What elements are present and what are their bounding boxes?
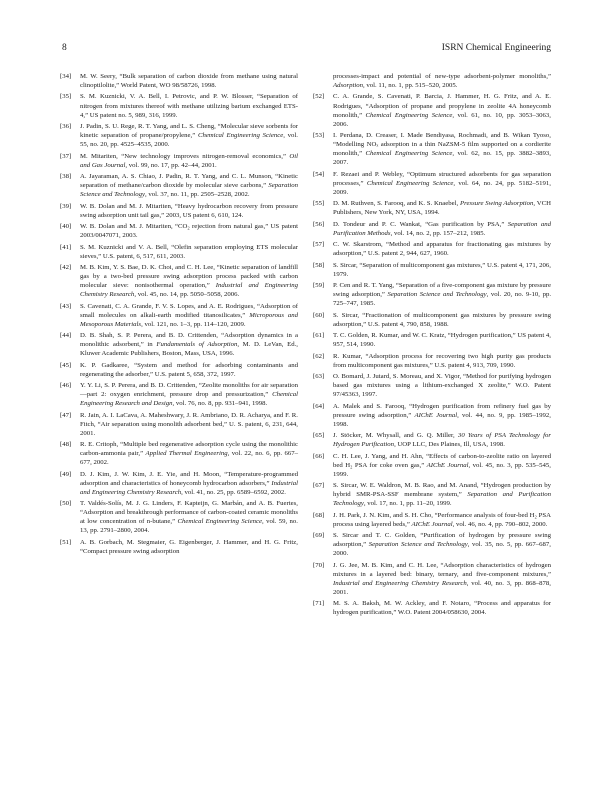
reference-text: D. Tondeur and P. C. Wankat, “Gas purification by PSA,” [333,220,508,228]
reference-number: [63] [313,373,325,381]
reference-text: C. A. Grande, S. Cavenati, P. Barcia, J. Hammer, H. G. Fritz, and A. E. Rodrigues, “Adsorption of propane and propylene in zeolite 4A honeycomb monolith,” [333,93,551,119]
reference-text: , vol. 14, no. 2, pp. 157–212, 1985. [390,229,486,237]
reference-text: , vol. 61, no. 10, pp. 3053–3063, 2006. [333,111,551,128]
reference-text: D. M. Ruthven, S. Farooq, and K. S. Knaebel, [333,200,460,208]
reference-text: , VCH Publishers, New York, NY, USA, 1994. [333,200,551,217]
reference-text: J. G. Jee, M. B. Kim, and C. H. Lee, “Adsorption characteristics of hydrogen mixtures in a layered bed: binary, ternary, and five-component mixtures,” [333,561,551,578]
page-number: 8 [62,43,67,53]
reference-entry [313,561,551,597]
reference-text: , vol. 20, no. 9-10, pp. 725–747, 1985. [333,291,552,308]
reference-text: , UOP LLC, Des Plaines, Ill, USA, 1998. [394,441,505,449]
reference-entry [313,511,551,529]
reference-entry [313,352,551,370]
reference-venue: Oil and Gas Journal [80,152,298,169]
reference-text: , vol. 121, no. 1–3, pp. 114–120, 2009. [141,320,246,328]
reference-text: , vol. 44, no. 9, pp. 1985–1992, 1998. [333,411,551,428]
reference-number: [37] [60,152,72,160]
reference-entry [60,331,298,358]
reference-number: [38] [60,173,72,181]
reference-entry [313,170,551,197]
reference-text: , vol. 59, no. 13, pp. 2791–2800, 2004. [80,518,298,535]
reference-entry [60,243,298,261]
reference-number: [40] [60,223,72,231]
reference-text: F. Rezaei and P. Webley, “Optimum structured adsorbents for gas separation processes,” [333,170,551,187]
reference-text: R. E. Critoph, “Multiple bed regenerative adsorption cycle using the monolithic carbon-ammonia pair,” [80,441,298,458]
reference-text: , vol. 45, no. 3, pp. 535–545, 1999. [333,461,551,478]
reference-venue: Chemical Engineering Science [177,518,263,526]
reference-text: I. Perdana, D. Creaser, I. Made Bendiyasa, Rochmadi, and B. Wikan Tyoso, “Modelling NOₓ adsorption in a thin NaZSM-5 film supported on a cordierite monolith,” [333,132,551,158]
reference-venue: Adsorption [333,82,364,90]
reference-venue: Fundamentals of Adsorption [156,341,238,349]
reference-text: , vol. 64, no. 24, pp. 5182–5191, 2009. [333,179,551,196]
reference-text: W. B. Dolan and M. J. Mitariten, “CO₂ rejection from natural gas,” US patent 2003/0047071, 2003. [80,223,298,240]
reference-number: [36] [60,123,72,131]
reference-number: [71] [313,600,325,608]
reference-venue: Separation and Purification Methods [333,220,551,237]
reference-number: [50] [60,500,72,508]
reference-venue: Chemical Engineering Research and Design [80,391,298,408]
reference-entry [313,261,551,279]
reference-number: [35] [60,93,72,101]
reference-entry [313,481,551,508]
reference-text: C. W. Skarstrom, “Method and apparatus for fractionating gas mixtures by adsorption,” U.S. patent 2, 944, 627, 1960. [333,241,551,258]
reference-text: P. Cen and R. T. Yang, “Separation of a five-component gas mixture by pressure swing adsorption,” [333,282,551,299]
reference-entry [60,381,298,408]
running-header-journal: ISRN Chemical Engineering [441,43,551,53]
reference-text: , vol. 45, no. 14, pp. 5050–5058, 2006. [134,291,240,299]
reference-number: [65] [313,432,325,440]
reference-entry [60,499,298,535]
reference-text: processes-impact and potential of new-type adsorbent-polymer monoliths,” [333,73,551,80]
reference-number: [51] [60,538,72,546]
reference-text: , vol. 17, no. 1, pp. 11–20, 1999. [363,500,452,508]
reference-entry [313,199,551,217]
reference-text: K. P. Gadkaree, “System and method for adsorbing contaminants and regenerating the adsorber,” U.S. patent 5, 658, 372, 1997. [80,361,298,378]
reference-number: [43] [60,302,72,310]
reference-text: S. Cavenati, C. A. Grande, F. V. S. Lopes, and A. E. Rodrigues, “Adsorption of small molecules on alkali-earth modified titanosilicates,” [80,302,298,319]
reference-number: [66] [313,452,325,460]
reference-number: [64] [313,402,325,410]
reference-text: , vol. 35, no. 5, pp. 667–687, 2000. [333,541,551,558]
reference-entry [60,538,298,556]
reference-text: S. Sircar, W. E. Waldron, M. B. Rao, and M. Anand, “Hydrogen production by hybrid SMR-PSA-SSF membrane system,” [333,482,551,499]
reference-entry [60,122,298,149]
reference-number: [48] [60,441,72,449]
reference-entry [313,599,551,617]
reference-venue: Separation Science and Technology [387,291,487,299]
reference-venue: AIChE Journal [426,461,469,469]
reference-text: Y. Y. Li, S. P. Perera, and B. D. Crittenden, “Zeolite monoliths for air separation—part 2: oxygen enrichment, pressure drop and pressurization,” [80,382,298,399]
reference-entry [60,172,298,199]
reference-entry [313,131,551,167]
reference-entry [313,311,551,329]
reference-number: [58] [313,261,325,269]
reference-entry [60,152,298,170]
reference-venue: AIChE Journal [411,520,453,528]
reference-entry [60,440,298,467]
reference-venue: Industrial and Engineering Chemistry Research [80,479,298,496]
reference-text: M. B. Kim, Y. S. Bae, D. K. Choi, and C. H. Lee, “Kinetic separation of landfill gas by a two-bed pressure swing adsorption process packed with carbon molecular sieve: nonisothermal operation,” [80,264,298,290]
reference-venue: Industrial and Engineering Chemistry Research [333,579,467,587]
reference-number: [44] [60,332,72,340]
reference-number: [67] [313,482,325,490]
reference-venue: Chemical Engineering Science [366,179,454,187]
reference-text: T. C. Golden, R. Kumar, and W. C. Kratz, “Hydrogen purification,” US patent 4, 957, 514, 1990. [333,332,551,349]
reference-venue: Industrial and Engineering Chemistry Research [80,282,299,299]
reference-text: A. B. Gorbach, M. Stegmaier, G. Eigenberger, J. Hammer, and H. G. Fritz, “Compact pressure swing adsorption [80,538,298,555]
reference-text: S. Sircar, “Separation of multicomponent gas mixtures,” U.S. patent 4, 171, 206, 1979. [333,261,551,278]
reference-entry [60,302,298,329]
reference-number: [45] [60,361,72,369]
reference-venue: 30 Years of PSA Technology for Hydrogen Purification [333,432,551,449]
reference-entry [60,411,298,438]
reference-venue: Separation Science and Technology [80,182,298,199]
reference-text: R. Kumar, “Adsorption process for recovering two high purity gas products from multicomponent gas mixtures,” U.S. patent 4, 913, 709, 1990. [333,352,551,369]
reference-text: , vol. 99, no. 17, pp. 42–44, 2001. [125,161,217,169]
reference-text: S. M. Kuznicki and V. A. Bell, “Olefin separation employing ETS molecular sieves,” U.S. patent, 6, 517, 611, 2003. [80,243,298,260]
reference-entry [313,92,551,128]
reference-entry [313,402,551,429]
reference-text: J. Padin, S. U. Rege, R. T. Yang, and L. S. Cheng, “Molecular sieve sorbents for kinetic separation of propane/propylene,” [80,123,298,140]
reference-text: A. Malek and S. Farooq, “Hydrogen purification from refinery fuel gas by pressure swing adsorption,” [333,402,551,419]
reference-number: [56] [313,220,325,228]
reference-text: C. H. Lee, J. Yang, and H. Ahn, “Effects of carbon-to-zeolite ratio on layered bed H₂ PSA for coke oven gas,” [333,452,551,469]
reference-venue: Chemical Engineering Science [365,111,453,119]
reference-text: W. B. Dolan and M. J. Mitariten, “Heavy hydrocarbon recovery from pressure swing adsorption unit tail gas,” 2003, US patent 6, 610, 124. [80,202,298,219]
reference-number: [53] [313,132,325,140]
reference-entry [60,361,298,379]
reference-text: J. H. Park, J. N. Kim, and S. H. Cho, “Performance analysis of four-bed H₂ PSA process using layered beds,” [333,511,551,528]
reference-venue: AIChE Journal [414,411,458,419]
reference-number: [39] [60,202,72,210]
reference-text: S. Sircar and T. C. Golden, “Purification of hydrogen by pressure swing adsorption,” [333,532,551,549]
reference-text: , vol. 55, no. 20, pp. 4525–4535, 2000. [80,132,298,149]
reference-number: [54] [313,170,325,178]
reference-venue: Microporous and Mesoporous Materials [80,311,299,328]
reference-number: [62] [313,352,325,360]
reference-text: M. Mitariten, “New technology improves nitrogen-removal economics,” [80,152,290,160]
reference-number: [59] [313,282,325,290]
reference-entry [313,372,551,399]
reference-number: [60] [313,311,325,319]
reference-entry [313,72,551,90]
references-column-right [313,72,551,620]
reference-number: [69] [313,532,325,540]
reference-venue: Separation and Purification Technology [333,491,551,508]
reference-entry [60,222,298,240]
reference-number: [42] [60,264,72,272]
reference-entry [60,92,298,119]
references-column-left [60,72,298,558]
reference-text: A. Jayaraman, A. S. Chiao, J. Padin, R. T. Yang, and C. L. Munson, “Kinetic separation of methane/carbon dioxide by molecular sieve carbons,” [80,173,298,190]
reference-text: D. B. Shah, S. P. Perera, and B. D. Crittenden, “Adsorption dynamics in a monolithic adsorbent,” in [80,332,298,349]
reference-text: , vol. 62, no. 15, pp. 3882–3893, 2007. [333,150,551,167]
reference-text: , vol. 41, no. 25, pp. 6589–6592, 2002. [181,488,286,496]
reference-text: , vol. 46, no. 4, pp. 790–802, 2000. [452,520,548,528]
reference-number: [47] [60,411,72,419]
reference-venue: Separation Science and Technology [368,541,468,549]
reference-entry [60,202,298,220]
reference-entry [313,531,551,558]
reference-text: T. Valdés-Solís, M. J. G. Linders, F. Kapteijn, G. Marbán, and A. B. Fuertes, “Adsorption and breakthrough performance of carbon-coated ceramic monoliths at low concentration of n-butane,” [80,500,298,526]
reference-number: [61] [313,332,325,340]
reference-venue: Chemical Engineering Science [365,150,453,158]
reference-number: [49] [60,470,72,478]
reference-number: [41] [60,243,72,251]
reference-text: O. Bomard, J. Jutard, S. Moreau, and X. Vigor, “Method for purifying hydrogen based gas mixtures using a lithium-exchanged X zeolite,” W.O. Patent 97/45363, 1997. [333,373,551,399]
reference-text: D. J. Kim, J. W. Kim, J. E. Yie, and H. Moon, “Temperature-programmed adsorption and characteristics of honeycomb hydrocarbon adsorbers,” [80,470,298,487]
reference-entry [60,72,298,90]
reference-text: , vol. 22, no. 6, pp. 667–677, 2002. [80,450,298,467]
reference-number: [46] [60,382,72,390]
reference-entry [313,220,551,238]
reference-text: S. Sircar, “Fractionation of multicomponent gas mixtures by pressure swing adsorption,” U.S. patent 4, 790, 858, 1988. [333,311,551,328]
reference-text: , vol. 40, no. 3, pp. 868–878, 2001. [333,579,551,596]
reference-entry [313,281,551,308]
reference-number: [68] [313,511,325,519]
reference-text: M. W. Seery, “Bulk separation of carbon dioxide from methane using natural clinoptilolite,” World Patent, WO 98/58726, 1998. [80,73,298,90]
reference-text: M. S. A. Baksh, M. W. Ackley, and F. Notaro, “Process and apparatus for hydrogen purification,” W.O. Patent 2004/058630, 2004. [333,600,551,617]
reference-number: [34] [60,73,72,80]
reference-entry [60,263,298,299]
reference-entry [60,470,298,497]
reference-number: [55] [313,200,325,208]
reference-entry [313,452,551,479]
reference-text: R. Jain, A. I. LaCava, A. Maheshwary, J. R. Ambriano, D. R. Acharya, and F. R. Fitch, “Air separation using monolith adsorbent bed,” U. S. patent, 6, 231, 644, 2001. [80,411,298,437]
reference-venue: Applied Thermal Engineering [145,450,228,458]
reference-venue: Chemical Engineering Science [197,132,284,140]
reference-entry [313,331,551,349]
reference-text: , vol. 76, no. 8, pp. 931–941, 1998. [172,400,268,408]
reference-entry [313,240,551,258]
reference-text: S. M. Kuznicki, V. A. Bell, I. Petrovic, and P. W. Blosser, “Separation of nitrogen from mixtures thereof with methane utilizing barium exchanged ETS-4,” US patent no. 5, 989, 316, 1999. [80,93,298,119]
reference-text: , vol. 11, no. 1, pp. 515–520, 2005. [363,82,458,90]
reference-number: [57] [313,241,325,249]
reference-venue: Pressure Swing Adsorption [459,200,534,208]
reference-text: , vol. 37, no. 11, pp. 2505–2528, 2002. [144,191,250,199]
reference-number: [70] [313,561,325,569]
reference-text: J. Stöcker, M. Whysall, and G. Q. Miller, [333,432,458,440]
reference-number: [52] [313,93,325,101]
reference-entry [313,431,551,449]
reference-text: , M. D. LeVan, Ed., Kluwer Academic Publishers, Boston, Mass, USA, 1996. [80,341,298,358]
